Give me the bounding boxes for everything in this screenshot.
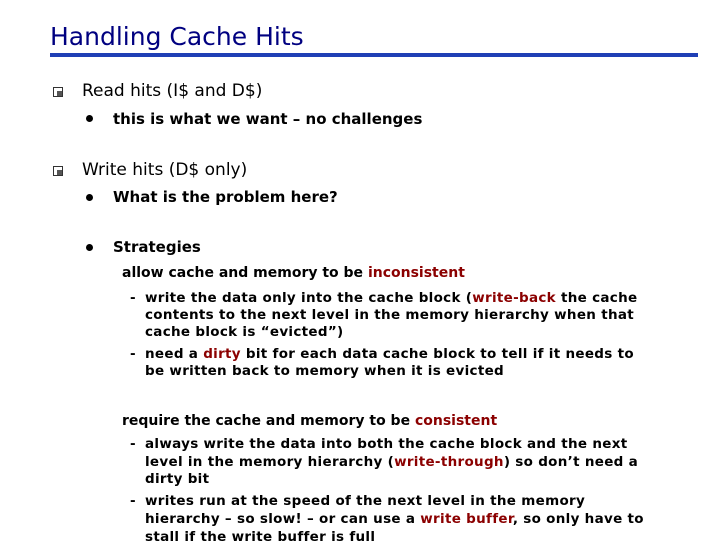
write-back-text-c: the cache	[555, 290, 638, 306]
write-through-text-c: ) so don’t need a	[503, 454, 639, 470]
problem-question: What is the problem here?	[113, 188, 338, 206]
title-underline	[50, 53, 698, 57]
write-hits-bullet: Write hits (D$ only)	[82, 160, 248, 180]
write-through-text-a: level in the memory hierarchy (	[145, 454, 395, 470]
dirty-keyword: dirty	[203, 346, 241, 362]
round-bullet-icon	[86, 194, 93, 201]
write-buffer-text-a: hierarchy – so slow! – or can use a	[145, 511, 421, 527]
write-back-line-3: cache block is “evicted”)	[145, 324, 344, 340]
dash-bullet: -	[130, 436, 136, 452]
write-through-keyword: write-through	[394, 454, 504, 470]
dash-bullet: -	[130, 290, 136, 306]
dirty-bit-text-a: need a	[145, 346, 204, 362]
round-bullet-icon	[86, 115, 93, 122]
dash-bullet: -	[130, 346, 136, 362]
inconsistent-keyword: inconsistent	[367, 265, 465, 281]
write-buffer-line-3: stall if the write buffer is full	[145, 529, 376, 545]
write-back-keyword: write-back	[472, 290, 556, 306]
option-inconsistent	[122, 265, 465, 281]
dirty-bit-line-1	[145, 346, 634, 363]
write-through-line-1: always write the data into both the cache block and the next	[145, 436, 628, 452]
write-buffer-line-1: writes run at the speed of the next level in the memory	[145, 493, 586, 509]
dirty-bit-text-c: bit for each data cache block to tell if it needs to	[240, 346, 634, 362]
square-bullet-icon	[53, 87, 63, 97]
write-through-line-3: dirty bit	[145, 471, 210, 487]
write-buffer-keyword: write buffer	[420, 511, 513, 527]
round-bullet-icon	[86, 244, 93, 251]
option-consistent-text: require the cache and memory to be	[122, 413, 415, 429]
square-bullet-icon	[53, 166, 63, 176]
option-inconsistent-text: allow cache and memory to be	[122, 265, 368, 281]
write-buffer-line-2	[145, 511, 644, 528]
slide-title: Handling Cache Hits	[50, 22, 304, 51]
consistent-keyword: consistent	[414, 413, 498, 429]
dash-bullet: -	[130, 493, 136, 509]
write-back-line-2: contents to the next level in the memory hierarchy when that	[145, 307, 635, 323]
write-buffer-text-c: , so only have to	[512, 511, 644, 527]
read-hits-note: this is what we want – no challenges	[113, 110, 423, 128]
strategies-heading: Strategies	[113, 238, 201, 256]
write-back-line-1	[145, 290, 637, 307]
option-consistent	[122, 413, 497, 429]
read-hits-bullet: Read hits (I$ and D$)	[82, 81, 263, 101]
write-back-text-a: write the data only into the cache block (	[145, 290, 473, 306]
write-through-line-2	[145, 454, 638, 471]
dirty-bit-line-2: be written back to memory when it is evicted	[145, 363, 505, 379]
